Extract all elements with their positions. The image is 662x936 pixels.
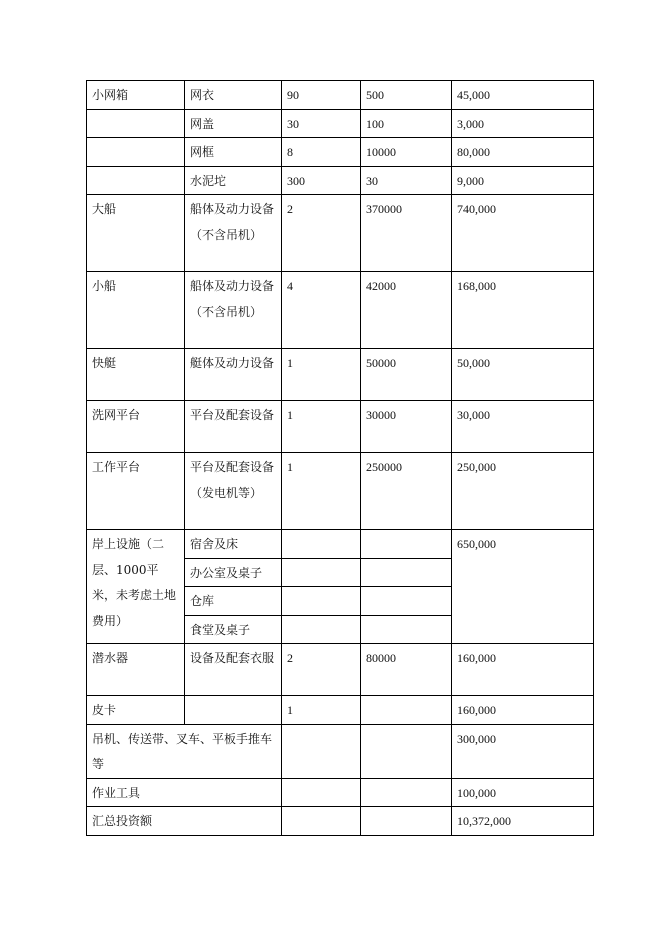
table-row bbox=[87, 644, 594, 696]
sub-cell: 水泥坨 bbox=[185, 166, 282, 195]
total-cell: 45,000 bbox=[452, 81, 594, 110]
price-cell: 250000 bbox=[361, 453, 452, 530]
total-cell: 100,000 bbox=[452, 778, 594, 807]
qty-cell: 300 bbox=[282, 166, 361, 195]
total-cell: 50,000 bbox=[452, 349, 594, 401]
sub-cell: 平台及配套设备（发电机等） bbox=[185, 453, 282, 530]
total-cell: 250,000 bbox=[452, 453, 594, 530]
table-row bbox=[87, 807, 594, 836]
total-cell: 300,000 bbox=[452, 724, 594, 778]
sub-cell: 艇体及动力设备 bbox=[185, 349, 282, 401]
item-cell: 工作平台 bbox=[87, 453, 185, 530]
price-cell bbox=[361, 807, 452, 836]
shore-sub-cell: 仓库 bbox=[185, 587, 282, 616]
total-cell: 9,000 bbox=[452, 166, 594, 195]
qty-cell bbox=[282, 558, 361, 587]
table-row bbox=[87, 724, 594, 778]
item-cell bbox=[87, 109, 185, 138]
shore-total-cell: 650,000 bbox=[452, 530, 594, 644]
price-cell bbox=[361, 558, 452, 587]
item-cell: 皮卡 bbox=[87, 696, 185, 725]
sub-cell: 网框 bbox=[185, 138, 282, 167]
total-cell: 160,000 bbox=[452, 696, 594, 725]
price-cell: 80000 bbox=[361, 644, 452, 696]
price-cell bbox=[361, 724, 452, 778]
item-cell: 吊机、传送带、叉车、平板手推车等 bbox=[87, 724, 282, 778]
table-row bbox=[87, 778, 594, 807]
total-cell: 168,000 bbox=[452, 272, 594, 349]
price-cell: 10000 bbox=[361, 138, 452, 167]
item-cell: 洗网平台 bbox=[87, 401, 185, 453]
sub-cell: 网盖 bbox=[185, 109, 282, 138]
qty-cell bbox=[282, 587, 361, 616]
total-cell: 160,000 bbox=[452, 644, 594, 696]
table-row bbox=[87, 109, 594, 138]
sub-cell: 设备及配套衣服 bbox=[185, 644, 282, 696]
qty-cell: 90 bbox=[282, 81, 361, 110]
sum-label-cell: 汇总投资额 bbox=[87, 807, 282, 836]
table-row bbox=[87, 138, 594, 167]
price-cell: 370000 bbox=[361, 195, 452, 272]
qty-cell: 1 bbox=[282, 453, 361, 530]
total-cell: 740,000 bbox=[452, 195, 594, 272]
qty-cell: 2 bbox=[282, 644, 361, 696]
total-cell: 80,000 bbox=[452, 138, 594, 167]
item-cell: 快艇 bbox=[87, 349, 185, 401]
price-cell bbox=[361, 778, 452, 807]
qty-cell: 2 bbox=[282, 195, 361, 272]
price-cell: 30000 bbox=[361, 401, 452, 453]
table-row bbox=[87, 81, 594, 110]
sub-cell: 网衣 bbox=[185, 81, 282, 110]
qty-cell: 1 bbox=[282, 401, 361, 453]
table-row bbox=[87, 195, 594, 272]
price-cell bbox=[361, 587, 452, 616]
qty-cell: 30 bbox=[282, 109, 361, 138]
qty-cell bbox=[282, 530, 361, 559]
shore-item-cell: 岸上设施（二层、1000平米，未考虑土地费用） bbox=[87, 530, 185, 644]
shore-sub-cell: 宿舍及床 bbox=[185, 530, 282, 559]
table-row bbox=[87, 349, 594, 401]
price-cell: 100 bbox=[361, 109, 452, 138]
sub-cell: 船体及动力设备（不含吊机） bbox=[185, 272, 282, 349]
price-cell: 30 bbox=[361, 166, 452, 195]
table-row bbox=[87, 401, 594, 453]
item-cell bbox=[87, 138, 185, 167]
qty-cell bbox=[282, 615, 361, 644]
qty-cell: 8 bbox=[282, 138, 361, 167]
table-row bbox=[87, 530, 594, 559]
item-cell: 小船 bbox=[87, 272, 185, 349]
qty-cell bbox=[282, 807, 361, 836]
investment-table bbox=[86, 80, 594, 836]
price-cell: 50000 bbox=[361, 349, 452, 401]
qty-cell: 4 bbox=[282, 272, 361, 349]
price-cell bbox=[361, 530, 452, 559]
item-cell: 大船 bbox=[87, 195, 185, 272]
price-cell bbox=[361, 615, 452, 644]
item-cell bbox=[87, 166, 185, 195]
shore-sub-cell: 办公室及桌子 bbox=[185, 558, 282, 587]
table-row bbox=[87, 696, 594, 725]
sub-cell: 平台及配套设备 bbox=[185, 401, 282, 453]
table-row bbox=[87, 166, 594, 195]
shore-sub-cell: 食堂及桌子 bbox=[185, 615, 282, 644]
price-cell: 42000 bbox=[361, 272, 452, 349]
price-cell bbox=[361, 696, 452, 725]
price-cell: 500 bbox=[361, 81, 452, 110]
qty-cell bbox=[282, 778, 361, 807]
total-cell: 30,000 bbox=[452, 401, 594, 453]
sub-cell bbox=[185, 696, 282, 725]
item-cell: 潜水器 bbox=[87, 644, 185, 696]
qty-cell bbox=[282, 724, 361, 778]
qty-cell: 1 bbox=[282, 696, 361, 725]
sub-cell: 船体及动力设备（不含吊机） bbox=[185, 195, 282, 272]
table-row bbox=[87, 453, 594, 530]
item-cell: 作业工具 bbox=[87, 778, 282, 807]
sum-total-cell: 10,372,000 bbox=[452, 807, 594, 836]
table-row bbox=[87, 272, 594, 349]
item-cell: 小网箱 bbox=[87, 81, 185, 110]
qty-cell: 1 bbox=[282, 349, 361, 401]
total-cell: 3,000 bbox=[452, 109, 594, 138]
